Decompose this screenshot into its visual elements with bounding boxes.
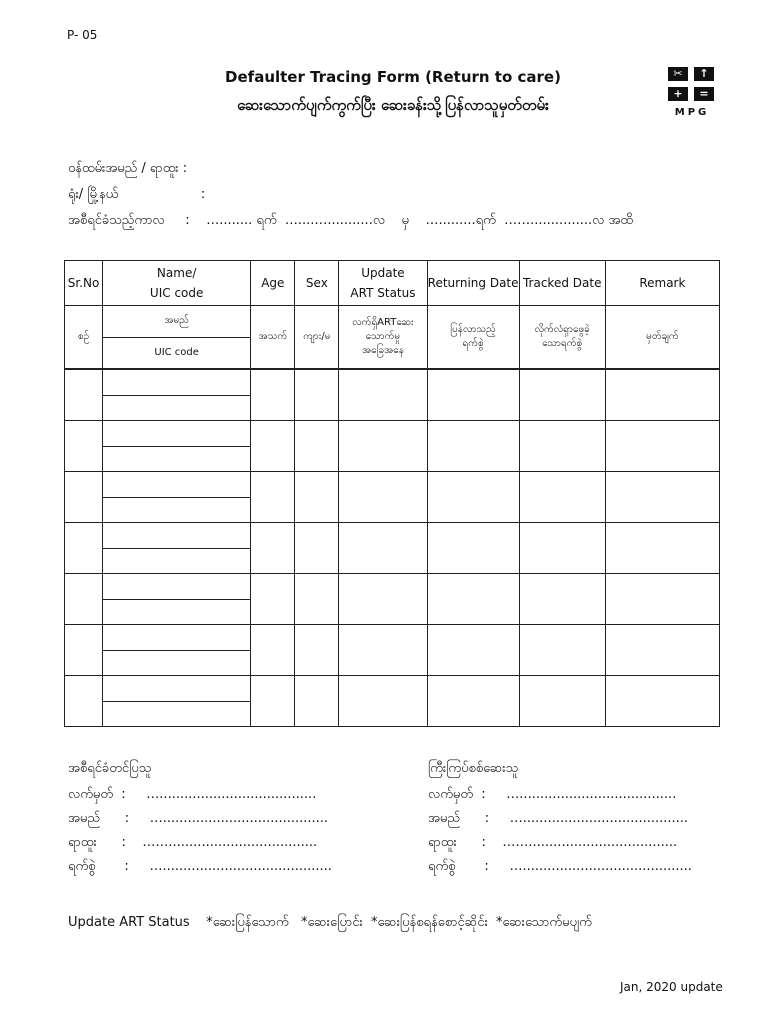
- cell-art-status[interactable]: [339, 676, 427, 727]
- header-sex: Sex: [295, 261, 339, 306]
- cell-sex[interactable]: [295, 574, 339, 625]
- header-name-uic: [103, 261, 251, 306]
- cell-sex[interactable]: [295, 625, 339, 676]
- scissors-icon: ✂: [668, 67, 688, 81]
- header-update: Update: [361, 266, 405, 280]
- cell-sex[interactable]: [295, 523, 339, 574]
- footer-update-date: Jan, 2020 update: [620, 980, 723, 994]
- cell-sex[interactable]: [295, 369, 339, 421]
- reporter-position-line: ရာထူး : ……....................................: [68, 835, 318, 850]
- reporter-signature-line: လက်မှတ် : …......................................: [68, 787, 317, 802]
- cell-name[interactable]: [103, 676, 250, 701]
- header-mm-returning-date: [427, 306, 519, 370]
- header-mm-name: အမည်: [164, 315, 189, 327]
- cell-returning-date[interactable]: [427, 523, 519, 574]
- cell-returning-date[interactable]: [427, 625, 519, 676]
- cell-uic-code[interactable]: [103, 395, 250, 421]
- cell-remark[interactable]: [605, 472, 719, 523]
- cell-age[interactable]: [251, 421, 295, 472]
- equals-icon: =: [694, 87, 714, 101]
- cell-sr-no[interactable]: [65, 574, 103, 625]
- header-mm-tracked-1: လိုက်လံရှာဖွေခဲ့: [534, 324, 590, 335]
- header-mm-uic: UIC code: [103, 337, 250, 369]
- table-row: [65, 625, 720, 676]
- reporting-period-field: အစီရင်ခံသည့်ကာလ : …........ ရက် …....…...........လ မှ ….........ရက် ……...............လ အထိ: [68, 213, 633, 228]
- header-mm-art-1: လက်ရှိARTဆေး: [352, 317, 414, 328]
- cell-tracked-date[interactable]: [519, 625, 605, 676]
- cell-tracked-date[interactable]: [519, 369, 605, 421]
- table-header-myanmar: [65, 306, 720, 370]
- supervisor-title: ကြီးကြပ်စစ်ဆေးသူ: [428, 761, 519, 776]
- cell-uic-code[interactable]: [103, 446, 250, 472]
- cell-name[interactable]: [103, 472, 250, 497]
- cell-age[interactable]: [251, 369, 295, 421]
- cell-art-status[interactable]: [339, 369, 427, 421]
- cell-age[interactable]: [251, 472, 295, 523]
- cell-uic-code[interactable]: [103, 650, 250, 676]
- header-tracked-date: Tracked Date: [519, 261, 605, 306]
- header-age: Age: [251, 261, 295, 306]
- cell-remark[interactable]: [605, 421, 719, 472]
- table-row: [65, 523, 720, 574]
- cell-name-uic[interactable]: [103, 369, 251, 421]
- cell-remark[interactable]: [605, 676, 719, 727]
- table-row: [65, 421, 720, 472]
- cell-name[interactable]: [103, 421, 250, 446]
- cell-name-uic[interactable]: [103, 523, 251, 574]
- cell-age[interactable]: [251, 523, 295, 574]
- cell-tracked-date[interactable]: [519, 472, 605, 523]
- reporter-date-line: ရက်စွဲ : ….........................................: [68, 859, 332, 874]
- cell-tracked-date[interactable]: [519, 421, 605, 472]
- plus-icon: +: [668, 87, 688, 101]
- art-status-legend: Update ART Status *ဆေးပြန်သောက် *ဆေးပြောင်း *ဆေးပြန်စရန်စောင့်ဆိုင်း *ဆေးသောက်မပျက်: [68, 915, 592, 930]
- staff-name-field: ဝန်ထမ်းအမည် / ရာထူး :: [68, 161, 188, 176]
- cell-name-uic[interactable]: [103, 676, 251, 727]
- cell-tracked-date[interactable]: [519, 574, 605, 625]
- cell-returning-date[interactable]: [427, 421, 519, 472]
- table-row: [65, 676, 720, 727]
- cell-sex[interactable]: [295, 421, 339, 472]
- cell-sr-no[interactable]: [65, 625, 103, 676]
- cell-remark[interactable]: [605, 369, 719, 421]
- up-arrow-icon: ↑: [694, 67, 714, 81]
- header-name: Name/: [156, 266, 197, 280]
- header-mm-returning-1: ပြန်လာသည့်: [450, 324, 496, 335]
- supervisor-position-line: ရာထူး : ……....................................: [428, 835, 678, 850]
- cell-sr-no[interactable]: [65, 472, 103, 523]
- header-mm-art-3: အခြေအနေ: [362, 345, 404, 356]
- cell-remark[interactable]: [605, 625, 719, 676]
- header-mm-tracked-date: [519, 306, 605, 370]
- reporter-title: အစီရင်ခံတင်ပြသူ: [68, 761, 152, 776]
- cell-art-status[interactable]: [339, 421, 427, 472]
- cell-sr-no[interactable]: [65, 523, 103, 574]
- cell-name[interactable]: [103, 625, 250, 650]
- reporter-name-line: အမည် : …........................................: [68, 811, 329, 826]
- cell-name[interactable]: [103, 574, 250, 599]
- mpg-logo: [668, 67, 716, 121]
- cell-tracked-date[interactable]: [519, 676, 605, 727]
- cell-returning-date[interactable]: [427, 472, 519, 523]
- header-mm-art-2: သောက်မှု: [365, 331, 401, 342]
- form-title-myanmar: ဆေးသောက်ပျက်ကွက်ပြီး ဆေးခန်းသို့ပြန်လာသူမှတ်တမ်း: [237, 96, 549, 114]
- cell-art-status[interactable]: [339, 625, 427, 676]
- page-code: P- 05: [67, 28, 98, 42]
- cell-returning-date[interactable]: [427, 676, 519, 727]
- cell-sex[interactable]: [295, 676, 339, 727]
- cell-name-uic[interactable]: [103, 421, 251, 472]
- cell-art-status[interactable]: [339, 523, 427, 574]
- header-mm-sex: ကျား/မ: [295, 306, 339, 370]
- cell-art-status[interactable]: [339, 574, 427, 625]
- cell-uic-code[interactable]: [103, 497, 250, 523]
- header-sr-no: Sr.No: [65, 261, 103, 306]
- cell-uic-code[interactable]: [103, 701, 250, 727]
- form-title-english: Defaulter Tracing Form (Return to care): [225, 68, 561, 86]
- supervisor-date-line: ရက်စွဲ : ….........................................: [428, 859, 692, 874]
- cell-age[interactable]: [251, 574, 295, 625]
- supervisor-signature-line: လက်မှတ် : …......................................: [428, 787, 677, 802]
- cell-remark[interactable]: [605, 574, 719, 625]
- header-mm-returning-2: ရက်စွဲ: [462, 338, 484, 349]
- cell-tracked-date[interactable]: [519, 523, 605, 574]
- header-art-status-label: ART Status: [350, 286, 416, 300]
- cell-age[interactable]: [251, 676, 295, 727]
- header-art-status: [339, 261, 427, 306]
- office-township-field: ရုံး/ မြို့နယ် :: [68, 187, 206, 202]
- header-mm-age: အသက်: [251, 306, 295, 370]
- cell-returning-date[interactable]: [427, 369, 519, 421]
- cell-name[interactable]: [103, 370, 250, 395]
- header-mm-name-uic: [103, 306, 251, 370]
- supervisor-name-line: အမည် : …........................................: [428, 811, 689, 826]
- cell-sr-no[interactable]: [65, 421, 103, 472]
- table-row: [65, 574, 720, 625]
- table-header-english: [65, 261, 720, 306]
- header-mm-remark: မှတ်ချက်: [605, 306, 719, 370]
- cell-name-uic[interactable]: [103, 625, 251, 676]
- header-mm-sr-no: စဉ်: [65, 306, 103, 370]
- cell-name-uic[interactable]: [103, 472, 251, 523]
- cell-uic-code[interactable]: [103, 548, 250, 574]
- tracing-table: [64, 260, 720, 727]
- cell-sex[interactable]: [295, 472, 339, 523]
- cell-uic-code[interactable]: [103, 599, 250, 625]
- cell-returning-date[interactable]: [427, 574, 519, 625]
- cell-art-status[interactable]: [339, 472, 427, 523]
- logo-letters: MPG: [674, 107, 710, 118]
- cell-name[interactable]: [103, 523, 250, 548]
- header-remark: Remark: [605, 261, 719, 306]
- cell-remark[interactable]: [605, 523, 719, 574]
- table-row: [65, 472, 720, 523]
- header-mm-tracked-2: သောရက်စွဲ: [542, 338, 583, 349]
- header-returning-date: Returning Date: [427, 261, 519, 306]
- cell-age[interactable]: [251, 625, 295, 676]
- cell-name-uic[interactable]: [103, 574, 251, 625]
- header-uic-code: UIC code: [149, 286, 204, 300]
- cell-sr-no[interactable]: [65, 369, 103, 421]
- cell-sr-no[interactable]: [65, 676, 103, 727]
- header-mm-art-status: [339, 306, 427, 370]
- table-row: [65, 369, 720, 421]
